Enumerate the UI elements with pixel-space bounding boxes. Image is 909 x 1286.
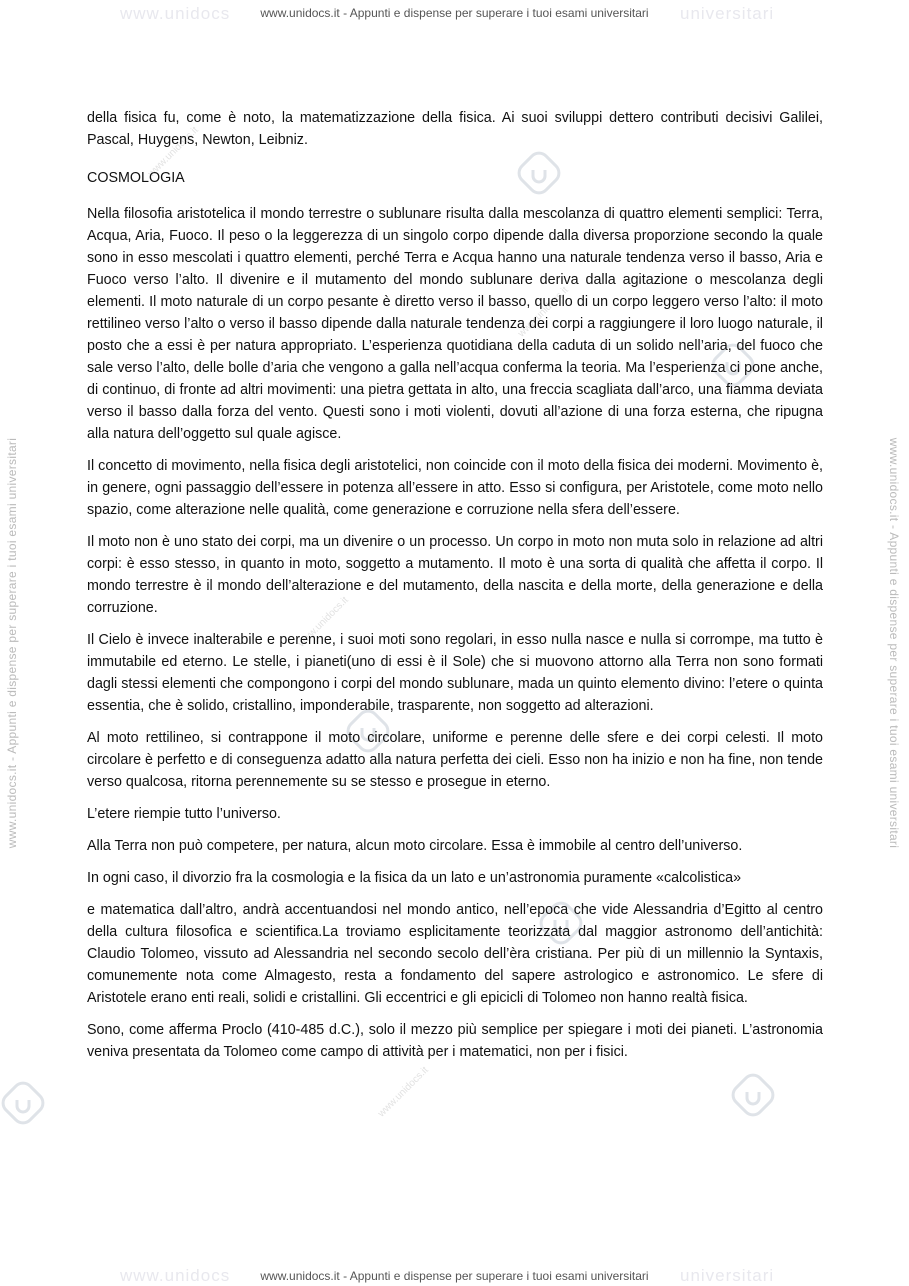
body-paragraph: Al moto rettilineo, si contrappone il moto circolare, uniforme e perenne delle sfere e dei corpi celesti. Il moto circolare è perfetto e di conseguenza adatto alla natura perfetta dei cieli. Esso non ha inizio e non ha fine, non tende verso qualcosa, ritorna perennemente su se stesso e prosegue in eterno. [87,730,823,790]
footer-watermark: www.unidocs.it - Appunti e dispense per superare i tuoi esami universitari [260,1269,649,1283]
diagonal-watermark: www.unidocs.it [376,1064,431,1120]
body-paragraph: Nella filosofia aristotelica il mondo terrestre o sublunare risulta dalla mescolanza di quattro elementi semplici: Terra, Acqua, Aria, Fuoco. Il peso o la leggerezza di un singolo corpo dipende dalla diversa proporzione secondo la quale sono in esso mescolati i quattro elementi, perché Terra e Acqua hanno una naturale tendenza verso il basso, Aria e Fuoco verso l’alto. Il divenire e il mutamento del mondo sublunare deriva dalla agitazione o mescolanza degli elementi. Il moto naturale di un corpo pesante è diretto verso il basso, quello di un corpo leggero verso l’alto: il moto rettilineo verso l’alto o verso il basso dipende dalla naturale tendenza dei corpi a raggiungere il loro luogo naturale, il posto che a essi è per natura appropriato. L’esperienza quotidiana della caduta di un solido nell’aria, del fuoco che sale verso l’alto, delle bolle d’aria che vengono a galla nell’acqua conferma la teoria. Ma l’esperienza ci pone anche, di continuo, di fronte ad altri movimenti: una pietra gettata in alto, una freccia scagliata dall’arco, una fiamma deviata verso il basso dalla forza del vento. Questi sono i moti violenti, dovuti all’azione di una forza esterna, che ripugna alla natura dell’oggetto sul quale agisce. [87,206,823,442]
body-paragraph: L’etere riempie tutto l’universo. [87,806,281,822]
body-paragraph: Sono, come afferma Proclo (410-485 d.C.), solo il mezzo più semplice per spiegare i moti dei pianeti. L’astronomia veniva presentata da Tolomeo come campo di attività per i matematici, non per i fisici. [87,1022,823,1060]
unidocs-logo-icon [730,1072,776,1118]
body-paragraph: Il Cielo è invece inalterabile e perenne, i suoi moti sono regolari, in esso nulla nasce e nulla si corrompe, ma tutto è immutabile ed eterno. Le stelle, i pianeti(uno di essi è il Sole) che si muovono attorno alla Terra non sono formati dagli stessi elementi che compongono i corpi del mondo sublunare, mada un quinto elemento divino: l’etere o quinta essentia, che è solido, cristallino, imponderabile, trasparente, non soggetto ad alterazioni. [87,632,823,714]
right-side-watermark: www.unidocs.it - Appunti e dispense per superare i tuoi esami universitari [887,437,901,849]
ghost-watermark-right: universitari [680,1266,775,1285]
intro-paragraph: della fisica fu, come è noto, la matematizzazione della fisica. Ai suoi sviluppi dettero contributi decisivi Galilei, Pascal, Huygens, Newton, Leibniz. [87,110,823,148]
document-body [87,107,823,1073]
ghost-watermark-right: universitari [680,4,775,23]
ghost-watermark-left: www.unidocs [120,4,231,23]
unidocs-logo-icon [0,1080,46,1126]
body-paragraph: Il moto non è uno stato dei corpi, ma un divenire o un processo. Un corpo in moto non muta solo in relazione ad altri corpi: è esso stesso, in quanto in moto, soggetto a mutamento. Il moto è una sorta di qualità che affetta il corpo. Il mondo terrestre è il mondo dell’alterazione e del mutamento, della nascita e della morte, della generazione e della corruzione. [87,534,823,616]
ghost-watermark-left: www.unidocs [120,1266,231,1285]
diagonal-watermark: www.unidocs.it [146,124,201,180]
section-heading: COSMOLOGIA [87,170,185,186]
body-paragraph: Alla Terra non può competere, per natura, alcun moto circolare. Essa è immobile al centro dell’universo. [87,838,743,854]
header-watermark: www.unidocs.it - Appunti e dispense per superare i tuoi esami universitari [260,6,649,20]
body-paragraph: Il concetto di movimento, nella fisica degli aristotelici, non coincide con il moto della fisica dei moderni. Movimento è, in genere, ogni passaggio dell’essere in potenza all’essere in atto. Esso si configura, per Aristotele, come moto nello spazio, come alterazione nelle qualità, come generazione e corruzione nella sfera dell’essere. [87,458,823,518]
left-side-watermark: www.unidocs.it - Appunti e dispense per superare i tuoi esami universitari [5,437,19,849]
diagonal-watermark: www.unidocs.it [516,284,571,340]
diagonal-watermark: www.unidocs.it [296,594,351,650]
body-paragraph: e matematica dall’altro, andrà accentuandosi nel mondo antico, nell’epoca che vide Alessandria d’Egitto al centro della cultura filosofica e scientifica.La troviamo esplicitamente teorizzata dal maggior astronomo dell’antichità: Claudio Tolomeo, vissuto ad Alessandria nel secondo secolo dell’èra cristiana. Per più di un millennio la Syntaxis, comunemente nota come Almagesto, resta a fondamento del sapere astrologico e astronomico. Le sfere di Aristotele erano enti reali, solidi e cristallini. Gli eccentrici e gli epicicli di Tolomeo non hanno realtà fisica. [87,902,823,1006]
body-paragraph: In ogni caso, il divorzio fra la cosmologia e la fisica da un lato e un’astronomia puramente «calcolistica» [87,870,742,886]
